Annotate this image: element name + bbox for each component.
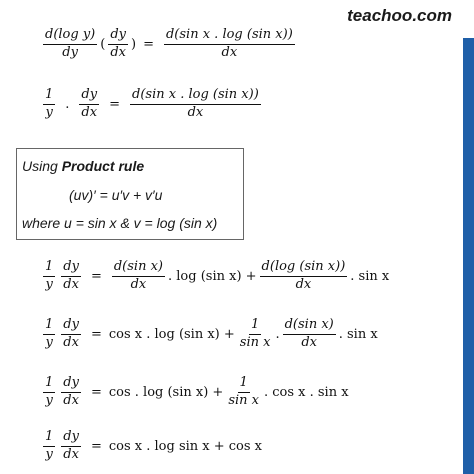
eq5-one-over-y: $\frac{1}{y}$ [45,375,54,408]
equals-sign: = [109,96,120,112]
eq3-one-over-y: $\frac{1}{y}$ [45,259,54,292]
teachoo-logo: teachoo.com [347,6,452,25]
eq5-one-over-sinx: $\frac{1}{\text{sin x}}$ [228,375,259,408]
equation-3: $\frac{1}{y}$ $\frac{dy}{dx}$ = $\frac{\text{d(sin x)}}{dx}$ . log (sin x) + $\frac{\text{d(log (sin x))}}{dx}$ . sin x [45,259,390,292]
accent-bar [463,38,474,474]
equation-4: $\frac{1}{y}$ $\frac{dy}{dx}$ = cos x . log (sin x) + $\frac{1}{\text{sin x}}$ . $\frac{\text{d(sin x)}}{dx}$ . sin x [45,317,378,350]
rule-formula: (uv)′ = u′v + v′u [69,187,163,203]
equals-sign: = [90,268,102,284]
eq4-one-over-y: $\frac{1}{y}$ [45,317,54,350]
eq6-dy-dx: $\frac{dy}{dx}$ [63,429,79,462]
eq3-term-1: $\frac{\text{d(sin x)}}{dx}$ [113,259,163,292]
equals-sign: = [143,36,154,52]
eq4-d-sinx-dx: $\frac{\text{d(sin x)}}{dx}$ [284,317,334,350]
rule-name: Product rule [61,158,145,174]
equation-2: $\frac{1}{y}$ . $\frac{dy}{dx}$ = $\frac{\text{d(sin x . log (sin x))}}{dx}$ [45,87,259,120]
eq1-lhs-fraction-2: $\frac{dy}{dx}$ [110,27,126,60]
equation-1: $\frac{\text{d(log y)}}{dy}$ ( $\frac{dy}{dx}$ ) = $\frac{\text{d(sin x . log (sin x))}}{dx}$ [45,27,293,60]
eq3-dy-dx: $\frac{dy}{dx}$ [63,259,79,292]
equation-5: $\frac{1}{y}$ $\frac{dy}{dx}$ = cos . log (sin x) + $\frac{1}{\text{sin x}}$ . cos x . sin x [45,375,349,408]
eq1-rhs-fraction: $\frac{\text{d(sin x . log (sin x))}}{dx}$ [165,27,293,60]
rule-heading: Using Product rule [22,158,145,174]
equation-6 [40,430,262,463]
eq4-one-over-sinx: $\frac{1}{\text{sin x}}$ [239,317,271,350]
rule-where: where u = sin x & v = log (sin x) [22,215,218,231]
equals-sign: = [90,326,102,342]
eq2-dy-dx: $\frac{dy}{dx}$ [81,87,98,120]
eq3-term-2: $\frac{\text{d(log (sin x))}}{dx}$ [261,259,346,292]
eq4-dy-dx: $\frac{dy}{dx}$ [63,317,79,350]
equals-sign: = [90,384,102,400]
eq6-one-over-y: $\frac{1}{y}$ [45,429,54,462]
product-rule-box [16,148,244,240]
eq6-result: cos x . log sin x + cos x [108,438,263,454]
eq2-rhs-fraction: $\frac{\text{d(sin x . log (sin x))}}{dx}$ [132,87,259,120]
eq1-lhs-fraction-1: $\frac{\text{d(log y)}}{dy}$ [45,27,96,60]
equals-sign: = [90,438,102,454]
eq5-dy-dx: $\frac{dy}{dx}$ [63,375,79,408]
eq2-one-over-y: $\frac{1}{y}$ [45,87,54,120]
